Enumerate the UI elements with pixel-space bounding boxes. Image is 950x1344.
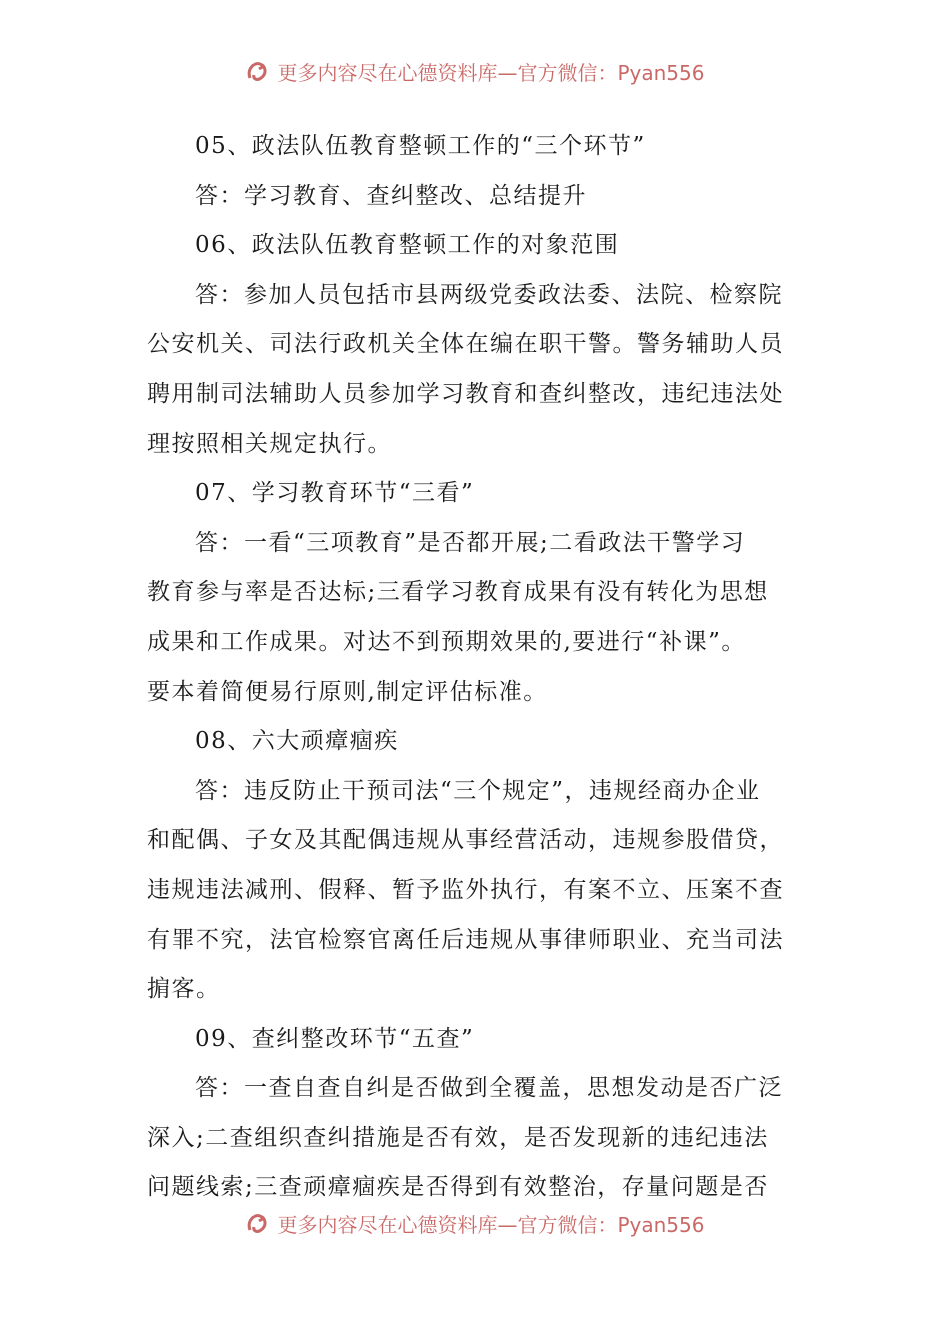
text-line: 答：一查自查自纠是否做到全覆盖，思想发动是否广泛: [195, 1075, 783, 1102]
text-line: 要本着简便易行原则,制定评估标准。: [147, 678, 548, 705]
text-line: 成果和工作成果。对达不到预期效果的,要进行“补课”。: [147, 628, 746, 655]
logo-icon: [245, 1210, 271, 1236]
text-line: 06、政法队伍教育整顿工作的对象范围: [195, 232, 620, 259]
text-line: 教育参与率是否达标;三看学习教育成果有没有转化为思想: [147, 579, 769, 606]
text-line: 公安机关、司法行政机关全体在编在职干警。警务辅助人员: [147, 331, 784, 358]
text-line: 聘用制司法辅助人员参加学习教育和查纠整改，违纪违法处: [147, 380, 784, 407]
watermark-text: 更多内容尽在心德资料库—官方微信：Pyan556: [277, 60, 705, 85]
text-line: 深入;二查组织查纠措施是否有效，是否发现新的违纪违法: [147, 1124, 769, 1151]
text-line: 答：参加人员包括市县两级党委政法委、法院、检察院: [195, 281, 783, 308]
text-line: 答：违反防止干预司法“三个规定”，违规经商办企业: [195, 777, 761, 804]
text-line: 07、学习教育环节“三看”: [195, 480, 475, 507]
text-line: 08、六大顽瘴痼疾: [195, 728, 399, 755]
text-line: 违规违法减刑、假释、暂予监外执行，有案不立、压案不查: [147, 876, 784, 903]
document-body: [147, 122, 807, 1213]
text-line: 答：一看“三项教育”是否都开展;二看政法干警学习: [195, 529, 746, 556]
header-watermark: [0, 56, 950, 86]
text-line: 掮客。: [147, 976, 221, 1003]
text-line: 有罪不究，法官检察官离任后违规从事律师职业、充当司法: [147, 926, 784, 953]
text-line: 和配偶、子女及其配偶违规从事经营活动，违规参股借贷，: [147, 827, 784, 854]
watermark-text: 更多内容尽在心德资料库—官方微信：Pyan556: [277, 1212, 705, 1237]
text-line: 理按照相关规定执行。: [147, 430, 392, 457]
text-line: 答：学习教育、查纠整改、总结提升: [195, 182, 587, 209]
text-line: 05、政法队伍教育整顿工作的“三个环节”: [195, 133, 646, 159]
logo-icon: [245, 58, 271, 84]
text-line: 09、查纠整改环节“五查”: [195, 1025, 475, 1052]
text-line: 问题线索;三查顽瘴痼疾是否得到有效整治，存量问题是否: [147, 1174, 769, 1201]
footer-watermark: [0, 1208, 950, 1238]
